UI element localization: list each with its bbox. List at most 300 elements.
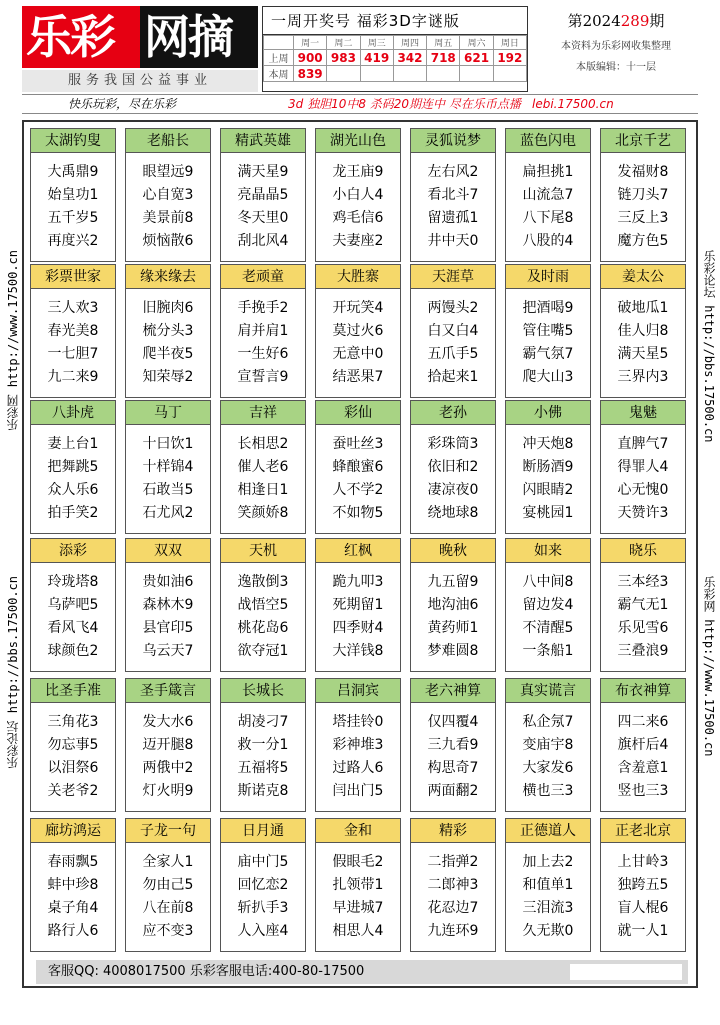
card-body xyxy=(126,563,210,663)
draw-number: 983 xyxy=(327,50,360,66)
card-title: 天涯草 xyxy=(411,265,495,289)
puzzle-card xyxy=(600,678,686,812)
card-line: 看北斗7 xyxy=(427,187,479,203)
card-title: 老六神算 xyxy=(411,679,495,703)
card-line: 八股的4 xyxy=(522,233,574,249)
card-line: 看风飞4 xyxy=(47,620,99,636)
card-line: 宣誓言9 xyxy=(237,369,289,385)
card-title: 金和 xyxy=(316,819,400,843)
day-header: 周一 xyxy=(294,36,327,50)
card-line: 龙王庙9 xyxy=(332,164,384,180)
card-title: 鬼魅 xyxy=(601,401,685,425)
card-body xyxy=(31,703,115,803)
puzzle-card xyxy=(505,678,591,812)
card-body xyxy=(31,153,115,253)
day-header: 周五 xyxy=(427,36,460,50)
card-title: 正德道人 xyxy=(506,819,590,843)
card-line: 勿由己5 xyxy=(142,877,194,893)
card-title: 天机 xyxy=(221,539,305,563)
card-body xyxy=(126,703,210,803)
draw-number: 900 xyxy=(294,50,327,66)
card-line: 四季财4 xyxy=(332,620,384,636)
card-body xyxy=(31,289,115,389)
card-title: 小佛 xyxy=(506,401,590,425)
card-line: 和值单1 xyxy=(522,877,574,893)
last-week-label: 上周 xyxy=(264,50,294,66)
puzzle-card xyxy=(315,818,401,952)
card-line: 跪九叩3 xyxy=(332,574,384,590)
card-line: 不如物5 xyxy=(332,505,384,521)
card-line: 旗杆后4 xyxy=(617,737,669,753)
puzzle-card xyxy=(505,818,591,952)
card-line: 三界内3 xyxy=(617,369,669,385)
card-body xyxy=(316,703,400,803)
card-line: 长相思2 xyxy=(237,436,289,452)
card-line: 一条船1 xyxy=(522,643,574,659)
day-header: 周三 xyxy=(360,36,393,50)
card-line: 莫过火6 xyxy=(332,323,384,339)
card-line: 八中间8 xyxy=(522,574,574,590)
puzzle-card xyxy=(410,538,496,672)
card-title: 湖光山色 xyxy=(316,129,400,153)
card-line: 五爪手5 xyxy=(427,346,479,362)
draw-number xyxy=(327,66,360,82)
card-line: 天赞许3 xyxy=(617,505,669,521)
card-line: 管住嘴5 xyxy=(522,323,574,339)
card-line: 妻上台1 xyxy=(47,436,99,452)
card-title: 北京千艺 xyxy=(601,129,685,153)
card-line: 石敢当5 xyxy=(142,482,194,498)
card-line: 拾起来1 xyxy=(427,369,479,385)
card-line: 早进城7 xyxy=(332,900,384,916)
card-line: 四二来6 xyxy=(617,714,669,730)
card-body xyxy=(506,843,590,943)
puzzle-card xyxy=(30,538,116,672)
draw-number xyxy=(393,66,426,82)
card-line: 冲天炮8 xyxy=(522,436,574,452)
puzzle-card xyxy=(220,678,306,812)
puzzle-card xyxy=(125,818,211,952)
card-line: 八下尾8 xyxy=(522,210,574,226)
puzzle-card xyxy=(125,128,211,262)
card-line: 久无欺0 xyxy=(522,923,574,939)
card-title: 大胜寨 xyxy=(316,265,400,289)
card-line: 众人乐6 xyxy=(47,482,99,498)
card-line: 私企氖7 xyxy=(522,714,574,730)
card-line: 发福财8 xyxy=(617,164,669,180)
puzzle-card xyxy=(30,264,116,398)
card-line: 人不学2 xyxy=(332,482,384,498)
card-line: 上甘岭3 xyxy=(617,854,669,870)
card-line: 胡凌刁7 xyxy=(237,714,289,730)
puzzle-card xyxy=(125,400,211,534)
puzzle-card xyxy=(600,128,686,262)
weekly-draw-box xyxy=(262,6,528,92)
card-line: 亮晶晶5 xyxy=(237,187,289,203)
card-line: 独跨五5 xyxy=(617,877,669,893)
card-body xyxy=(411,425,495,525)
card-line: 发大水6 xyxy=(142,714,194,730)
card-line: 不清醒5 xyxy=(522,620,574,636)
card-line: 花忍边7 xyxy=(427,900,479,916)
card-line: 开玩笑4 xyxy=(332,300,384,316)
card-line: 拍手笑2 xyxy=(47,505,99,521)
card-title: 真实谎言 xyxy=(506,679,590,703)
card-line: 美景前8 xyxy=(142,210,194,226)
card-body xyxy=(126,843,210,943)
draw-number: 192 xyxy=(493,50,526,66)
card-line: 应不变3 xyxy=(142,923,194,939)
card-line: 霸气无1 xyxy=(617,597,669,613)
card-body xyxy=(601,289,685,389)
card-line: 以泪祭6 xyxy=(47,760,99,776)
card-line: 全家人1 xyxy=(142,854,194,870)
card-line: 过路人6 xyxy=(332,760,384,776)
issue-number: 第2024289期 xyxy=(567,12,665,30)
card-line: 就一人1 xyxy=(617,923,669,939)
card-body xyxy=(126,153,210,253)
footer-bar xyxy=(36,960,688,984)
card-line: 路行人6 xyxy=(47,923,99,939)
draw-number xyxy=(427,66,460,82)
puzzle-card xyxy=(600,264,686,398)
card-line: 相思人4 xyxy=(332,923,384,939)
slogan: 服务我国公益事业 xyxy=(22,70,258,92)
card-body xyxy=(31,425,115,525)
card-line: 三九看9 xyxy=(427,737,479,753)
card-body xyxy=(601,425,685,525)
card-line: 相逢日1 xyxy=(237,482,289,498)
card-line: 夫妻座2 xyxy=(332,233,384,249)
card-line: 五千岁5 xyxy=(47,210,99,226)
card-line: 地沟油6 xyxy=(427,597,479,613)
card-title: 廊坊鸿运 xyxy=(31,819,115,843)
card-line: 三反上3 xyxy=(617,210,669,226)
card-title: 老顽童 xyxy=(221,265,305,289)
card-line: 欲夺冠1 xyxy=(237,643,289,659)
card-line: 笑颜娇8 xyxy=(237,505,289,521)
card-line: 乌云天7 xyxy=(142,643,194,659)
card-title: 比圣手准 xyxy=(31,679,115,703)
card-body xyxy=(221,563,305,663)
card-line: 井中天0 xyxy=(427,233,479,249)
card-body xyxy=(126,289,210,389)
card-line: 旧腕肉6 xyxy=(142,300,194,316)
puzzle-card xyxy=(125,264,211,398)
card-line: 三本经3 xyxy=(617,574,669,590)
logo-black: 网摘 xyxy=(140,6,258,68)
card-title: 彩票世家 xyxy=(31,265,115,289)
side-text-left-top: 乐彩网 http://www.17500.cn xyxy=(6,250,20,431)
card-body xyxy=(411,703,495,803)
draw-number xyxy=(460,66,493,82)
card-title: 布衣神算 xyxy=(601,679,685,703)
card-line: 始皇功1 xyxy=(47,187,99,203)
day-header: 周日 xyxy=(493,36,526,50)
puzzle-card xyxy=(125,538,211,672)
card-line: 回忆恋2 xyxy=(237,877,289,893)
card-line: 破地瓜1 xyxy=(617,300,669,316)
card-line: 仅四覆4 xyxy=(427,714,479,730)
puzzle-card xyxy=(220,400,306,534)
card-line: 盲人棍6 xyxy=(617,900,669,916)
card-line: 留遗孤1 xyxy=(427,210,479,226)
card-line: 小白人4 xyxy=(332,187,384,203)
draw-number xyxy=(360,66,393,82)
source-note: 本资料为乐彩网收集整理 xyxy=(561,41,671,52)
card-line: 大禹鼎9 xyxy=(47,164,99,180)
card-body xyxy=(506,563,590,663)
card-title: 如来 xyxy=(506,539,590,563)
card-line: 三人欢3 xyxy=(47,300,99,316)
card-line: 手挽手2 xyxy=(237,300,289,316)
card-line: 肩并肩1 xyxy=(237,323,289,339)
card-line: 含羞意1 xyxy=(617,760,669,776)
card-body xyxy=(316,563,400,663)
card-line: 黄药师1 xyxy=(427,620,479,636)
card-line: 两俄中2 xyxy=(142,760,194,776)
card-title: 双双 xyxy=(126,539,210,563)
card-line: 彩珠筒3 xyxy=(427,436,479,452)
puzzle-card xyxy=(220,818,306,952)
puzzle-card xyxy=(410,400,496,534)
card-body xyxy=(316,289,400,389)
card-line: 凄凉夜0 xyxy=(427,482,479,498)
puzzle-card xyxy=(315,264,401,398)
card-line: 九连环9 xyxy=(427,923,479,939)
day-header: 周二 xyxy=(327,36,360,50)
puzzle-card xyxy=(410,678,496,812)
card-line: 魔方色5 xyxy=(617,233,669,249)
puzzle-card xyxy=(600,818,686,952)
card-body xyxy=(411,563,495,663)
puzzle-card xyxy=(30,678,116,812)
draw-number xyxy=(493,66,526,82)
card-body xyxy=(31,843,115,943)
puzzle-card xyxy=(315,128,401,262)
card-line: 八在前8 xyxy=(142,900,194,916)
side-text-right-top: 乐彩论坛 http://bbs.17500.cn xyxy=(702,250,716,443)
card-body xyxy=(506,153,590,253)
card-body xyxy=(411,289,495,389)
card-line: 球颜色2 xyxy=(47,643,99,659)
card-line: 刮北风4 xyxy=(237,233,289,249)
card-line: 三泪流3 xyxy=(522,900,574,916)
card-line: 佳人归8 xyxy=(617,323,669,339)
day-header: 周四 xyxy=(393,36,426,50)
draw-number: 718 xyxy=(427,50,460,66)
card-line: 满天星5 xyxy=(617,346,669,362)
footer-input-box xyxy=(570,964,682,980)
card-line: 桌子角4 xyxy=(47,900,99,916)
card-line: 彩神堆3 xyxy=(332,737,384,753)
card-body xyxy=(126,425,210,525)
puzzle-card xyxy=(600,400,686,534)
card-line: 玲珑塔8 xyxy=(47,574,99,590)
card-body xyxy=(316,425,400,525)
card-line: 白又白4 xyxy=(427,323,479,339)
puzzle-card xyxy=(410,264,496,398)
card-line: 烦恼散6 xyxy=(142,233,194,249)
card-line: 九五留9 xyxy=(427,574,479,590)
card-line: 闪眼睛2 xyxy=(522,482,574,498)
tagline-left: 快乐玩彩，尽在乐彩 xyxy=(68,97,177,111)
card-line: 横也三3 xyxy=(522,783,574,799)
editor-note: 本版编辑：十一层 xyxy=(576,62,656,73)
card-title: 圣手箴言 xyxy=(126,679,210,703)
card-body xyxy=(221,289,305,389)
card-line: 桃花岛6 xyxy=(237,620,289,636)
card-line: 一生好6 xyxy=(237,346,289,362)
card-line: 蚕吐丝3 xyxy=(332,436,384,452)
card-body xyxy=(316,153,400,253)
card-title: 彩仙 xyxy=(316,401,400,425)
card-line: 春雨飘5 xyxy=(47,854,99,870)
card-line: 勿忘事5 xyxy=(47,737,99,753)
card-line: 绕地球8 xyxy=(427,505,479,521)
card-title: 精彩 xyxy=(411,819,495,843)
card-title: 老船长 xyxy=(126,129,210,153)
puzzle-card xyxy=(125,678,211,812)
card-line: 变庙宇8 xyxy=(522,737,574,753)
card-line: 十样锦4 xyxy=(142,459,194,475)
card-body xyxy=(221,703,305,803)
card-body xyxy=(31,563,115,663)
card-line: 森林木9 xyxy=(142,597,194,613)
puzzle-card xyxy=(505,538,591,672)
puzzle-card xyxy=(315,400,401,534)
card-title: 八卦虎 xyxy=(31,401,115,425)
card-line: 战悟空5 xyxy=(237,597,289,613)
card-line: 十曰饮1 xyxy=(142,436,194,452)
puzzle-card xyxy=(30,128,116,262)
card-title: 晚秋 xyxy=(411,539,495,563)
draw-number: 839 xyxy=(294,66,327,82)
card-title: 添彩 xyxy=(31,539,115,563)
card-line: 梦难圆8 xyxy=(427,643,479,659)
card-body xyxy=(506,703,590,803)
card-line: 左右风2 xyxy=(427,164,479,180)
card-line: 扁担挑1 xyxy=(522,164,574,180)
card-body xyxy=(316,843,400,943)
card-body xyxy=(411,153,495,253)
card-line: 扎领带1 xyxy=(332,877,384,893)
card-line: 山流急7 xyxy=(522,187,574,203)
draw-number: 621 xyxy=(460,50,493,66)
card-line: 石尤风2 xyxy=(142,505,194,521)
card-line: 庙中门5 xyxy=(237,854,289,870)
issue-info xyxy=(534,6,698,92)
card-line: 二郎神3 xyxy=(427,877,479,893)
card-line: 爬大山3 xyxy=(522,369,574,385)
card-line: 催人老6 xyxy=(237,459,289,475)
tagline-link[interactable]: lebi.17500.cn xyxy=(532,97,614,111)
card-line: 大洋钱8 xyxy=(332,643,384,659)
puzzle-card xyxy=(505,128,591,262)
puzzle-card xyxy=(410,818,496,952)
card-line: 县官印5 xyxy=(142,620,194,636)
card-line: 九二来9 xyxy=(47,369,99,385)
card-body xyxy=(601,153,685,253)
card-line: 眼望远9 xyxy=(142,164,194,180)
draw-number: 342 xyxy=(393,50,426,66)
card-title: 长城长 xyxy=(221,679,305,703)
draw-table xyxy=(263,35,527,82)
puzzle-card xyxy=(505,400,591,534)
card-line: 大家发6 xyxy=(522,760,574,776)
puzzle-card xyxy=(220,538,306,672)
card-line: 乌萨吧5 xyxy=(47,597,99,613)
card-line: 死期留1 xyxy=(332,597,384,613)
card-title: 姜太公 xyxy=(601,265,685,289)
card-body xyxy=(506,425,590,525)
card-title: 吉祥 xyxy=(221,401,305,425)
logo-red: 乐彩 xyxy=(22,6,140,68)
this-week-label: 本周 xyxy=(264,66,294,82)
tagline-promo[interactable]: 3d 独胆10中8 杀码20期连中 尽在乐币点播 xyxy=(288,97,521,111)
card-line: 斩扒手3 xyxy=(237,900,289,916)
puzzle-card xyxy=(315,678,401,812)
card-line: 人入座4 xyxy=(237,923,289,939)
card-line: 结恶果7 xyxy=(332,369,384,385)
card-line: 加上去2 xyxy=(522,854,574,870)
card-title: 子龙一句 xyxy=(126,819,210,843)
card-line: 心无愧0 xyxy=(617,482,669,498)
card-line: 一七胆7 xyxy=(47,346,99,362)
card-line: 闫出门5 xyxy=(332,783,384,799)
card-line: 蚌中珍8 xyxy=(47,877,99,893)
card-body xyxy=(506,289,590,389)
puzzle-card xyxy=(220,128,306,262)
card-line: 三角花3 xyxy=(47,714,99,730)
card-line: 春光美8 xyxy=(47,323,99,339)
logo[interactable] xyxy=(22,6,258,68)
card-title: 晓乐 xyxy=(601,539,685,563)
card-title: 马丁 xyxy=(126,401,210,425)
card-line: 断肠酒9 xyxy=(522,459,574,475)
card-line: 直脾气7 xyxy=(617,436,669,452)
card-title: 蓝色闪电 xyxy=(506,129,590,153)
draw-number: 419 xyxy=(360,50,393,66)
card-line: 蜂酿蜜6 xyxy=(332,459,384,475)
puzzle-card xyxy=(505,264,591,398)
card-line: 五福将5 xyxy=(237,760,289,776)
footer-contact: 客服QQ: 4008017500 乐彩客服电话:400-80-17500 xyxy=(48,964,365,979)
side-text-left-bottom: 乐彩论坛 http://bbs.17500.cn xyxy=(6,576,20,769)
card-line: 灯火明9 xyxy=(142,783,194,799)
puzzle-card xyxy=(315,538,401,672)
card-line: 得罪人4 xyxy=(617,459,669,475)
draw-title: 一周开奖号 福彩3D字谜版 xyxy=(263,7,527,35)
card-title: 正老北京 xyxy=(601,819,685,843)
card-line: 再度兴2 xyxy=(47,233,99,249)
card-line: 宴桃园1 xyxy=(522,505,574,521)
side-text-right-bottom: 乐彩网 http://www.17500.cn xyxy=(702,576,716,757)
card-body xyxy=(221,843,305,943)
card-line: 塔挂铃0 xyxy=(332,714,384,730)
puzzle-card xyxy=(410,128,496,262)
card-line: 两馒头2 xyxy=(427,300,479,316)
card-line: 知荣辱2 xyxy=(142,369,194,385)
card-title: 精武英雄 xyxy=(221,129,305,153)
puzzle-card xyxy=(30,818,116,952)
card-title: 吕洞宾 xyxy=(316,679,400,703)
card-line: 链刀头7 xyxy=(617,187,669,203)
card-line: 把舞跳5 xyxy=(47,459,99,475)
card-line: 依旧和2 xyxy=(427,459,479,475)
card-line: 心自宽3 xyxy=(142,187,194,203)
card-title: 太湖钓叟 xyxy=(31,129,115,153)
